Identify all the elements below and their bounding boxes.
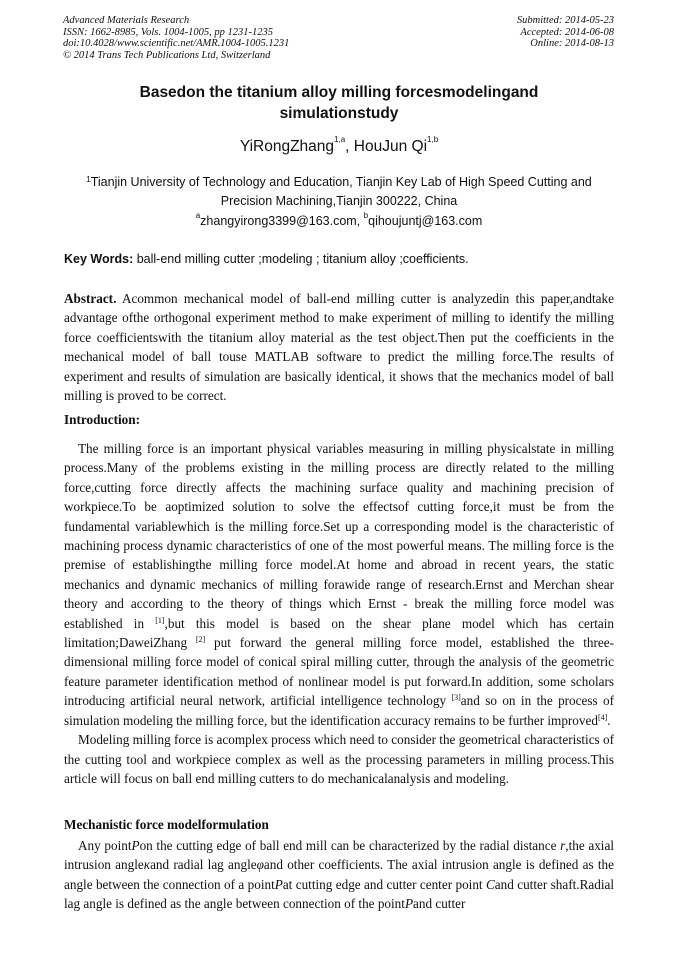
text: and other coefficients. The axial intrusion angle is defined as the angle between the connection of a point xyxy=(64,857,615,892)
email-link[interactable]: zhangyirong3399@163.com, xyxy=(200,214,364,228)
text: put forward the general milling force model, established the three-dimensional milling force model of conical spiral milling cutter, through the analysis of the geometric feature parameter identification method of nonlinear model is put forward.In addition, some scholars introducing artificial neural network, artificial intelligence technology xyxy=(64,635,614,709)
authors xyxy=(64,135,614,156)
accepted-date: Accepted: 2014-06-08 xyxy=(520,26,614,38)
submitted-date: Submitted: 2014-05-23 xyxy=(516,15,614,26)
title-line: simulationstudy xyxy=(279,105,399,122)
affiliation-line: Precision Machining,Tianjin 300222, China xyxy=(220,194,458,208)
author-sep: , xyxy=(345,138,354,155)
paper-title xyxy=(64,82,614,124)
text: and cutter xyxy=(413,896,466,912)
citation[interactable]: [4] xyxy=(597,712,608,722)
symbol: φ xyxy=(256,857,264,873)
title-line: Basedon the titanium alloy milling forcesmodelingand xyxy=(139,84,539,101)
text: on the cutting edge of ball end mill can be characterized by the radial distance xyxy=(139,838,561,853)
citation[interactable]: [3] xyxy=(451,693,461,703)
text: ,but this model is based on the shear plane model which has certain limitation;DaweiZhang xyxy=(64,615,614,651)
paragraph: Modeling milling force is acomplex process which need to consider the geometrical characteristics of the cutting tool and workpiece complex as well as the processing parameters in milling process.This article will focus on ball end milling cutters to do mechanicalanalysis and modeling. xyxy=(64,732,614,786)
author-sup: 1,a xyxy=(334,135,346,144)
journal-name: Advanced Materials Research xyxy=(63,15,190,26)
symbol: κ xyxy=(143,857,151,873)
affiliation xyxy=(64,173,614,211)
keywords xyxy=(64,252,614,266)
symbol: P xyxy=(274,876,283,892)
text: and cutter shaft.Radial lag angle is defined as the angle between connection of the point xyxy=(64,876,614,912)
paragraph xyxy=(64,439,614,730)
dates-info xyxy=(517,15,614,50)
abstract-label: Abstract. xyxy=(64,291,117,306)
symbol: P xyxy=(131,838,140,853)
citation[interactable]: [2] xyxy=(195,635,206,645)
symbol: C xyxy=(486,876,495,892)
email-sup: b xyxy=(363,211,369,220)
keywords-label: Key Words: xyxy=(64,252,134,266)
text: and radial lag angle xyxy=(150,857,257,873)
emails xyxy=(64,211,614,228)
paragraph xyxy=(64,836,614,914)
text: ,the axial intrusion angle xyxy=(64,838,614,873)
citation[interactable]: [1] xyxy=(155,615,165,625)
copyright: © 2014 Trans Tech Publications Ltd, Switzerland xyxy=(63,49,271,61)
text: The milling force is an important physical variables measuring in milling physicalstate in milling process.Many of the problems existing in the milling process are directly related to the milling force,cutting force directly affects the machining surface quality and machining precision of workpiece.To be aoptimized solution to solve the effectsof cutting force,it must be from the fundamental variablewhich is the milling force.Set up a corresponding model is the characteristic of machining process dynamic characteristics of one of the most powerful means. The milling force is the premise of establishingthe milling force model.At home and abroad in recent years, the static mechanics and dynamic mechanics of milling forawide range of research.Ernst and Merchan shear theory and according to the theory of things which Ernst - break the milling force model was established in xyxy=(64,441,614,631)
affiliation-sup: 1 xyxy=(86,175,91,184)
email-sup: a xyxy=(195,211,201,220)
doi: doi:10.4028/www.scientific.net/AMR.1004-1005.1231 xyxy=(63,38,290,49)
abstract xyxy=(64,289,614,405)
text: . xyxy=(607,712,611,728)
symbol: P xyxy=(404,896,413,912)
mechanistic-body xyxy=(64,836,614,914)
journal-info xyxy=(63,15,289,61)
issn: ISSN: 1662-8985, Vols. 1004-1005, pp 1231-1235 xyxy=(63,26,273,38)
section-heading-mechanistic: Mechanistic force modelformulation xyxy=(64,817,269,832)
keywords-text: ball-end milling cutter ;modeling ; titanium alloy ;coefficients. xyxy=(133,252,469,266)
affiliation-line: Tianjin University of Technology and Education, Tianjin Key Lab of High Speed Cutting and xyxy=(90,175,592,189)
introduction-body xyxy=(64,439,614,788)
abstract-text: Acommon mechanical model of ball-end milling cutter is analyzedin this paper,andtake advantage ofthe orthogonal experiment method to make experiment of milling to identify the milling force coefficientswith the titanium alloy material as the test object.Then put the coefficients in the mechanical model of ball touse MATLAB software to predict the milling force.The results of experiment and results of simulation are basically identical, it shows that the mechanics model of ball milling is proved to be correct. xyxy=(64,291,614,404)
text: at cutting edge and cutter center point xyxy=(282,876,486,892)
section-heading-introduction: Introduction: xyxy=(64,412,140,427)
author-name: YiRongZhang xyxy=(239,138,335,155)
author-name: HouJun Qi xyxy=(353,138,428,155)
online-date: Online: 2014-08-13 xyxy=(530,38,614,49)
text: and so on in the process of simulation modeling the milling force, but the identification accuracy remains to be further improved xyxy=(64,693,614,728)
symbol: r xyxy=(560,838,566,853)
email-link[interactable]: qihoujuntj@163.com xyxy=(368,214,483,228)
text: Any point xyxy=(78,838,132,853)
author-sup: 1,b xyxy=(427,135,439,144)
